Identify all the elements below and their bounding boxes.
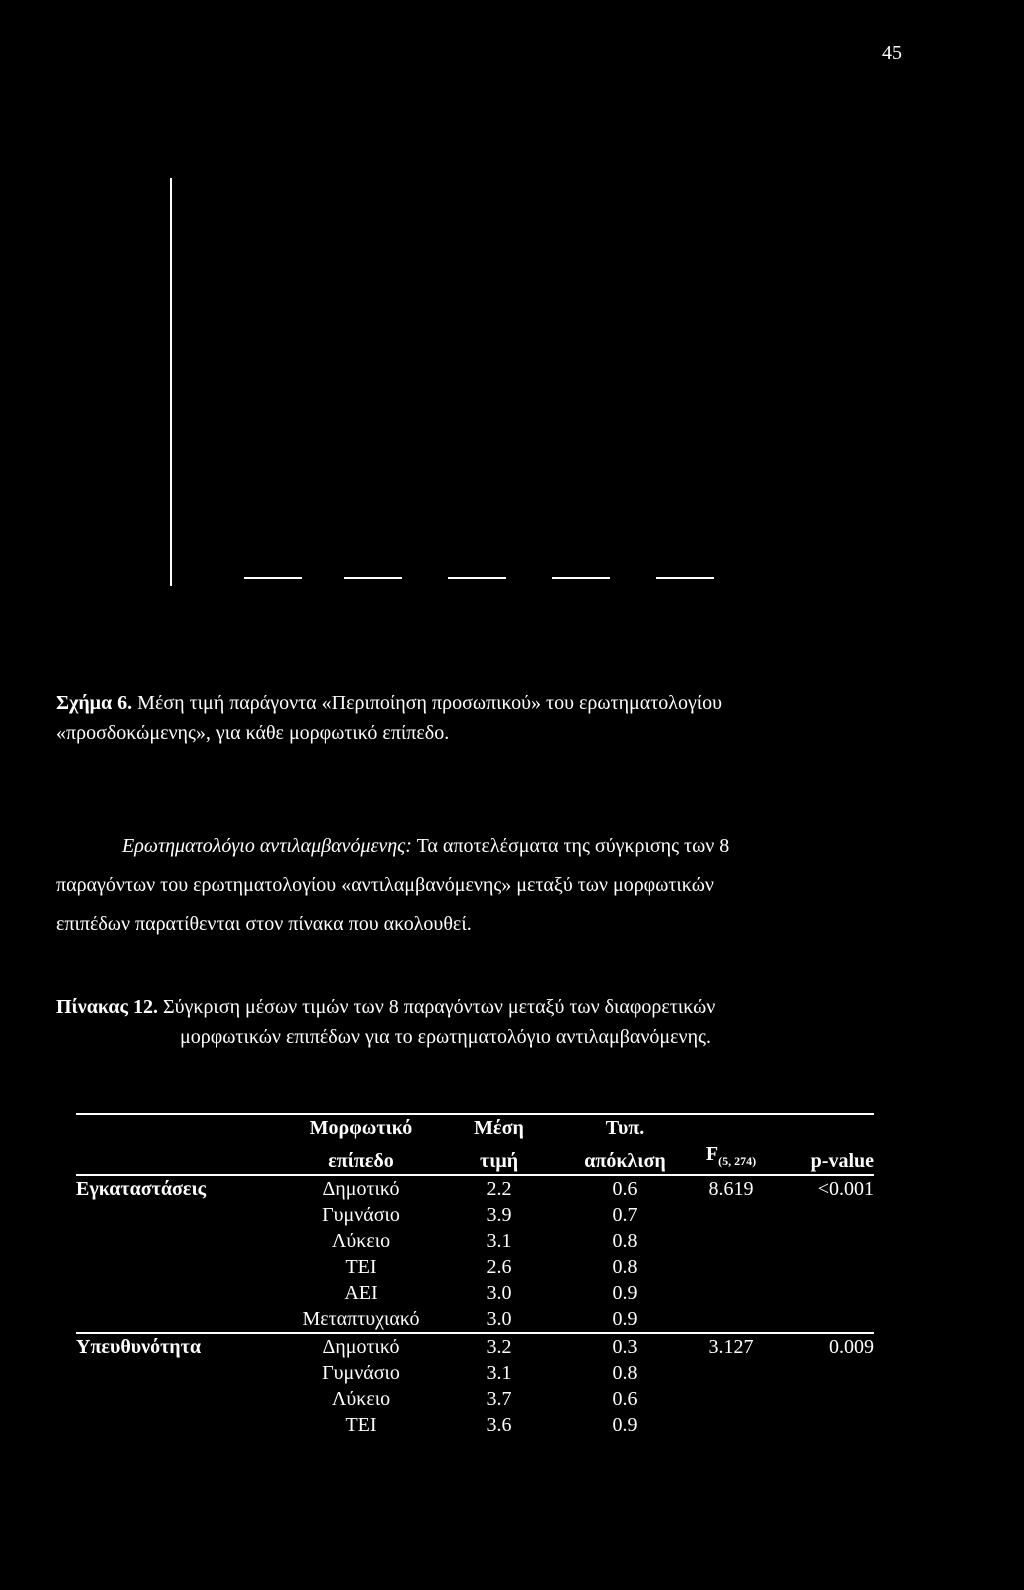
header-level-1: Μορφωτικό <box>286 1114 436 1141</box>
header-sd-2: απόκλιση <box>562 1141 688 1175</box>
cell-f: 8.619 <box>708 1178 754 1200</box>
cell-sd: 0.9 <box>612 1414 638 1436</box>
table-row <box>76 1228 874 1254</box>
chart-bar-base-1 <box>244 577 302 579</box>
header-mean-2: τιμή <box>436 1141 562 1175</box>
header-factor-2 <box>76 1141 286 1175</box>
cell-f <box>688 1306 774 1333</box>
header-f-label: F <box>705 1143 719 1165</box>
figure-caption <box>56 688 956 748</box>
cell-sd: 0.8 <box>612 1256 638 1278</box>
cell-level: Γυμνάσιο <box>322 1362 400 1384</box>
header-factor <box>76 1114 286 1141</box>
figure-caption-text: Μέση τιμή παράγοντα «Περιποίηση προσωπικού» του ερωτηματολογίου <box>137 692 723 714</box>
cell-f <box>688 1228 774 1254</box>
header-mean-1: Μέση <box>436 1114 562 1141</box>
table-row <box>76 1306 874 1333</box>
header-level-2: επίπεδο <box>286 1141 436 1175</box>
cell-mean: 3.9 <box>486 1204 512 1226</box>
cell-factor <box>76 1360 286 1386</box>
cell-mean: 3.7 <box>486 1388 512 1410</box>
cell-mean: 3.0 <box>486 1282 512 1304</box>
header-p: p-value <box>774 1141 874 1175</box>
header-f-df: (5, 274) <box>718 1154 757 1168</box>
header-sd-1: Τυπ. <box>562 1114 688 1141</box>
cell-p <box>774 1412 874 1438</box>
cell-p <box>774 1202 874 1228</box>
cell-p <box>774 1360 874 1386</box>
chart-y-axis-line <box>170 178 172 586</box>
body-line-3: επιπέδων παρατίθενται στον πίνακα που ακολουθεί. <box>56 913 472 935</box>
header-p-empty <box>774 1114 874 1141</box>
table-row <box>76 1360 874 1386</box>
table-header-row-1 <box>76 1114 874 1141</box>
cell-level: Γυμνάσιο <box>322 1204 400 1226</box>
table-caption <box>56 992 956 1052</box>
cell-level: ΤΕΙ <box>345 1256 377 1278</box>
cell-p <box>774 1280 874 1306</box>
table-caption-text-cont: μορφωτικών επιπέδων για το ερωτηματολόγιο αντιλαμβανόμενης. <box>180 1026 711 1048</box>
header-f-empty <box>688 1114 774 1141</box>
cell-level: Μεταπτυχιακό <box>286 1306 436 1333</box>
header-f <box>688 1141 774 1175</box>
cell-p: <0.001 <box>817 1178 874 1200</box>
table-row <box>76 1333 874 1360</box>
table-row <box>76 1412 874 1438</box>
cell-sd: 0.8 <box>612 1362 638 1384</box>
body-paragraph <box>56 827 956 944</box>
cell-p <box>774 1228 874 1254</box>
cell-f: 3.127 <box>708 1336 754 1358</box>
cell-factor: Υπευθυνότητα <box>76 1336 202 1358</box>
cell-level: Δημοτικό <box>322 1178 400 1200</box>
table-caption-text: Σύγκριση μέσων τιμών των 8 παραγόντων μεταξύ των διαφορετικών <box>162 996 716 1018</box>
table-label: Πίνακας 12. <box>56 996 158 1018</box>
cell-f <box>688 1360 774 1386</box>
chart-bar-base-2 <box>344 577 402 579</box>
chart-bar-base-4 <box>552 577 610 579</box>
chart-bar-base-3 <box>448 577 506 579</box>
chart-bar-base-5 <box>656 577 714 579</box>
cell-p <box>774 1386 874 1412</box>
body-italic-lead: Ερωτηματολόγιο αντιλαμβανόμενης: <box>122 835 412 857</box>
cell-mean: 3.6 <box>486 1414 512 1436</box>
table-row <box>76 1386 874 1412</box>
cell-mean: 2.6 <box>486 1256 512 1278</box>
table-row <box>76 1175 874 1202</box>
body-line-2: παραγόντων του ερωτηματολογίου «αντιλαμβανόμενης» μεταξύ των μορφωτικών <box>56 874 714 896</box>
cell-factor <box>76 1306 286 1333</box>
cell-sd: 0.9 <box>562 1306 688 1333</box>
cell-factor <box>76 1412 286 1438</box>
cell-sd: 0.6 <box>612 1178 638 1200</box>
cell-mean: 2.2 <box>486 1178 512 1200</box>
cell-p <box>774 1254 874 1280</box>
cell-p <box>774 1306 874 1333</box>
body-line-1: Τα αποτελέσματα της σύγκρισης των 8 <box>411 835 730 857</box>
cell-level: Λύκειο <box>331 1230 391 1252</box>
cell-mean: 3.1 <box>486 1362 512 1384</box>
page-number: 45 <box>882 42 902 64</box>
cell-sd: 0.8 <box>612 1230 638 1252</box>
cell-factor: Εγκαταστάσεις <box>76 1178 207 1200</box>
cell-mean: 3.2 <box>486 1336 512 1358</box>
cell-factor <box>76 1202 286 1228</box>
cell-mean: 3.0 <box>436 1306 562 1333</box>
table-row <box>76 1202 874 1228</box>
table-body <box>76 1175 874 1438</box>
table-row <box>76 1280 874 1306</box>
table-row <box>76 1254 874 1280</box>
cell-f <box>688 1254 774 1280</box>
cell-sd: 0.3 <box>612 1336 638 1358</box>
cell-p: 0.009 <box>829 1336 874 1358</box>
cell-level: Δημοτικό <box>322 1336 400 1358</box>
cell-f <box>688 1280 774 1306</box>
figure-label: Σχήμα 6. <box>56 692 133 714</box>
cell-level: ΤΕΙ <box>345 1414 377 1436</box>
cell-f <box>688 1386 774 1412</box>
cell-level: Λύκειο <box>331 1388 391 1410</box>
figure-caption-text-cont: «προσδοκώμενης», για κάθε μορφωτικό επίπεδο. <box>56 722 450 744</box>
cell-factor <box>76 1280 286 1306</box>
cell-mean: 3.1 <box>486 1230 512 1252</box>
cell-factor <box>76 1386 286 1412</box>
table-header-row-2 <box>76 1141 874 1175</box>
cell-level: ΑΕΙ <box>344 1282 378 1304</box>
cell-sd: 0.7 <box>612 1204 638 1226</box>
cell-factor <box>76 1228 286 1254</box>
results-table <box>76 1113 874 1438</box>
cell-f <box>688 1202 774 1228</box>
cell-factor <box>76 1254 286 1280</box>
cell-sd: 0.9 <box>612 1282 638 1304</box>
cell-f <box>688 1412 774 1438</box>
cell-sd: 0.6 <box>612 1388 638 1410</box>
